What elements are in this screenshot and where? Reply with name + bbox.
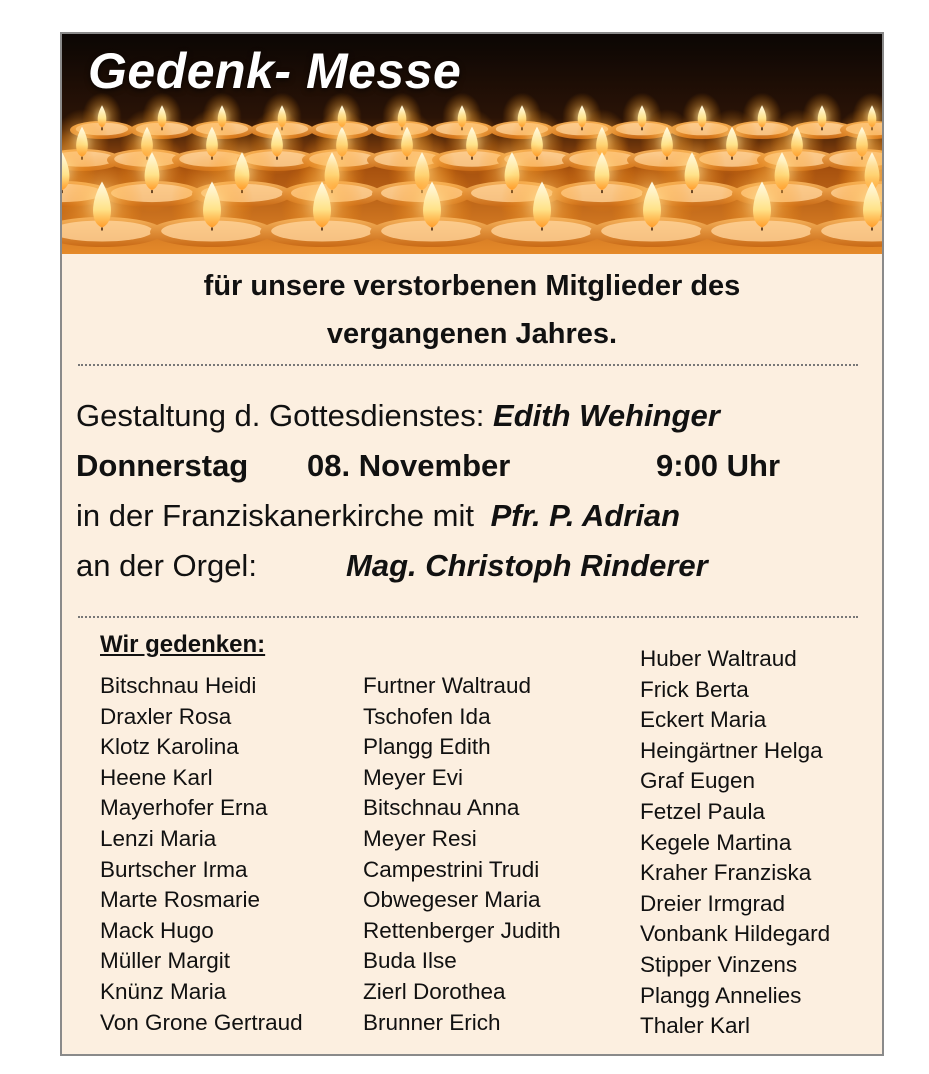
organist-name: Mag. Christoph Rinderer	[346, 548, 708, 583]
organ-line	[76, 550, 856, 581]
memorial-name: Rettenberger Judith	[363, 917, 561, 943]
event-date: 08. November	[307, 448, 511, 483]
memorial-name: Eckert Maria	[640, 707, 767, 733]
memorial-name: Müller Margit	[100, 948, 231, 974]
church-text: in der Franziskanerkirche mit	[76, 498, 474, 533]
memorial-name: Zierl Dorothea	[363, 979, 506, 1004]
memorial-name: Von Grone Gertraud	[100, 1009, 303, 1035]
memorial-name: Marte Rosmarie	[100, 887, 261, 913]
memorial-name: Burtscher Irma	[100, 856, 248, 882]
memorial-name: Heene Karl	[100, 764, 213, 790]
memorial-name: Vonbank Hildegard	[640, 921, 831, 947]
event-time: 9:00 Uhr	[656, 448, 781, 483]
memorial-name: Heingärtner Helga	[640, 737, 823, 763]
memorial-name: Dreier Irmgrad	[640, 890, 786, 916]
dotted-divider	[78, 364, 858, 366]
priest-name: Pfr. P. Adrian	[490, 498, 681, 533]
memorial-name: Tschofen Ida	[363, 703, 491, 729]
memorial-name: Klotz Karolina	[100, 734, 239, 760]
church-line	[76, 500, 680, 531]
memorial-name: Meyer Evi	[363, 764, 464, 790]
memorial-name: Huber Waltraud	[640, 646, 797, 671]
memorial-name: Brunner Erich	[363, 1009, 501, 1035]
memorial-name: Kegele Martina	[640, 829, 792, 855]
memorial-name: Mayerhofer Erna	[100, 795, 268, 821]
memorial-heading: Wir gedenken:	[100, 631, 266, 658]
page-title: Gedenk- Messe	[88, 43, 462, 99]
memorial-name: Obwegeser Maria	[363, 887, 541, 913]
memorial-name: Bitschnau Anna	[363, 795, 520, 821]
intro-line-2: vergangenen Jahres.	[326, 318, 618, 350]
memorial-name: Bitschnau Heidi	[100, 673, 257, 698]
memorial-name: Graf Eugen	[640, 768, 756, 794]
memorial-name: Lenzi Maria	[100, 826, 217, 851]
memorial-name: Furtner Waltraud	[363, 673, 531, 698]
memorial-name: Knünz Maria	[100, 979, 227, 1004]
memorial-name: Buda Ilse	[363, 948, 457, 974]
memorial-name: Plangg Edith	[363, 734, 491, 760]
memorial-name: Meyer Resi	[363, 826, 477, 851]
service-design-label: Gestaltung d. Gottesdienstes:	[76, 398, 485, 433]
dotted-divider	[78, 616, 858, 618]
memorial-name: Frick Berta	[640, 676, 749, 702]
memorial-name: Stipper Vinzens	[640, 952, 798, 977]
service-design-line	[76, 400, 720, 431]
memorial-name: Fetzel Paula	[640, 799, 766, 824]
event-day: Donnerstag	[76, 448, 249, 483]
memorial-mass-flyer	[60, 32, 884, 1056]
memorial-name: Mack Hugo	[100, 917, 214, 943]
memorial-name: Thaler Karl	[640, 1013, 751, 1039]
service-design-name: Edith Wehinger	[493, 398, 720, 433]
memorial-name: Draxler Rosa	[100, 703, 232, 729]
date-time-line	[76, 450, 856, 481]
memorial-name: Campestrini Trudi	[363, 856, 540, 882]
candles-banner	[62, 34, 882, 254]
memorial-name: Plangg Annelies	[640, 982, 802, 1008]
intro-line-1: für unsere verstorbenen Mitglieder des	[203, 270, 741, 302]
organ-label: an der Orgel:	[76, 548, 257, 583]
memorial-name: Kraher Franziska	[640, 860, 812, 886]
